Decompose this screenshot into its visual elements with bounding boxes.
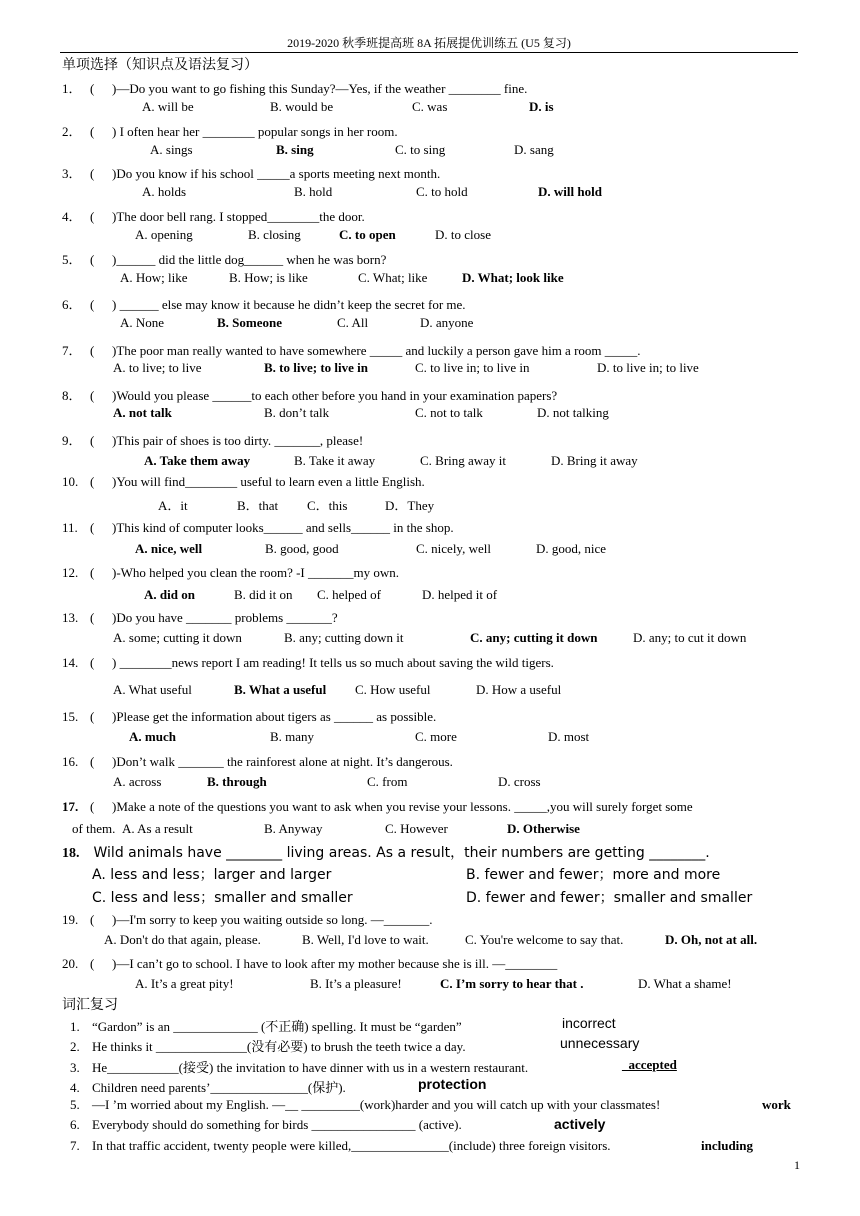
stem-text: )—I can’t go to school. I have to look after my mother because she is ill. —________ (112, 956, 558, 971)
vocab-answer: actively (554, 1116, 606, 1132)
stem-text: )—I'm sorry to keep you waiting outside so long. —_______. (112, 912, 433, 927)
answer-option: C. was (412, 99, 448, 114)
answer-option: C. less and less；smaller and smaller (92, 890, 353, 906)
answer-bracket: ( (90, 81, 95, 96)
vocab-number: 2. (70, 1039, 80, 1054)
vocab-item (70, 1077, 346, 1096)
answer-bracket: ( (90, 520, 95, 535)
answer-option: A. did on (144, 587, 195, 602)
answer-option: D. cross (498, 774, 541, 789)
answer-option: C. any; cutting it down (470, 630, 598, 645)
answer-option: D. Otherwise (507, 821, 580, 836)
answer-option: C. All (337, 315, 369, 330)
question-number: 16. (62, 754, 79, 769)
vocab-item (70, 1036, 466, 1055)
answer-option: B. Anyway (264, 821, 323, 836)
question-number: 20. (62, 956, 79, 971)
stem-text: )Do you know if his school _____a sports meeting next month. (112, 166, 441, 181)
answer-option: D. to close (435, 227, 491, 242)
answer-option: B. through (207, 774, 267, 789)
answer-option: B. don’t talk (264, 405, 330, 420)
question-number: 7． (62, 343, 82, 358)
question-stem (62, 956, 557, 972)
answer-option: D. anyone (420, 315, 474, 330)
question-stem (62, 842, 710, 862)
answer-option: B. sing (276, 142, 314, 157)
question-number: 10. (62, 474, 79, 489)
answer-option: C. helped of (317, 587, 381, 602)
vocab-number: 4. (70, 1080, 80, 1095)
answer-option: B. It’s a pleasure! (310, 976, 402, 991)
answer-bracket: ( (90, 209, 95, 224)
answer-bracket: ( (90, 388, 95, 403)
answer-option: C. You're welcome to say that. (465, 932, 624, 947)
answer-option: C. How useful (355, 682, 431, 697)
answer-option: B. many (270, 729, 315, 744)
answer-bracket: ( (90, 610, 95, 625)
answer-option: B. hold (294, 184, 333, 199)
answer-option: A. some; cutting it down (113, 630, 242, 645)
vocab-item (70, 1138, 611, 1154)
vocab-answer: including (701, 1138, 754, 1153)
stem-text: )This pair of shoes is too dirty. _______, please! (112, 433, 364, 448)
question-number: 6． (62, 297, 82, 312)
stem-text: ) I often hear her ________ popular songs in her room. (112, 124, 398, 139)
vocab-number: 1. (70, 1019, 80, 1034)
vocab-answer: protection (418, 1076, 487, 1092)
answer-option: D. Oh, not at all. (665, 932, 758, 947)
vocab-item (70, 1016, 462, 1035)
vocab-number: 3. (70, 1060, 80, 1075)
answer-bracket: ( (90, 474, 95, 489)
question-number: 17. (62, 799, 79, 814)
stem-text: )The door bell rang. I stopped________the door. (112, 209, 365, 224)
answer-option: C. I’m sorry to hear that . (440, 976, 584, 991)
question-stem (62, 78, 527, 97)
stem-text: ) ______ else may know it because he didn’t keep the secret for me. (112, 297, 466, 312)
answer-option: C. What; like (358, 270, 428, 285)
vocab-number: 6. (70, 1117, 80, 1132)
question-number: 2． (62, 124, 82, 139)
answer-option: A. How; like (120, 270, 188, 285)
answer-bracket: ( (90, 799, 95, 814)
answer-option: C. to open (339, 227, 396, 242)
stem-text: )Don’t walk _______ the rainforest alone at night. It’s dangerous. (112, 754, 453, 769)
question-stem (62, 249, 386, 268)
answer-option: B. Take it away (294, 453, 376, 468)
answer-option: D. What a shame! (638, 976, 732, 991)
answer-option: A. less and less；larger and larger (92, 867, 332, 883)
question-number: 12. (62, 565, 79, 580)
answer-option: A. Don't do that again, please. (104, 932, 261, 947)
answer-bracket: ( (90, 709, 95, 724)
question-stem (62, 655, 554, 671)
answer-option: C. nicely, well (416, 541, 491, 556)
vocab-number: 5. (70, 1097, 80, 1112)
stem-text: )-Who helped you clean the room? -I _______my own. (112, 565, 400, 580)
question-number: 11. (62, 520, 78, 535)
page-number: 1 (794, 1158, 800, 1172)
question-stem (62, 754, 453, 770)
answer-option: B. Well, I'd love to wait. (302, 932, 429, 947)
stem-text: )The poor man really wanted to have somewhere _____ and luckily a person gave him a room _____. (112, 343, 641, 358)
answer-option: D. What; look like (462, 270, 564, 285)
answer-option: A. nice, well (135, 541, 203, 556)
answer-option: A. sings (150, 142, 193, 157)
question-stem (62, 912, 432, 928)
question-number: 19. (62, 912, 79, 927)
answer-option: C. from (367, 774, 408, 789)
answer-option: B. did it on (234, 587, 293, 602)
answer-bracket: ( (90, 297, 95, 312)
vocab-answer: unnecessary (560, 1035, 640, 1051)
answer-bracket: ( (90, 912, 95, 927)
answer-option: D. How a useful (476, 682, 562, 697)
answer-bracket: ( (90, 655, 95, 670)
vocab-number: 7. (70, 1138, 80, 1153)
stem-text: Wild animals have ________ living areas. As a result，their numbers are getting ________. (93, 845, 710, 861)
answer-bracket: ( (90, 754, 95, 769)
answer-option: B. Someone (217, 315, 282, 330)
answer-option: B. any; cutting down it (284, 630, 404, 645)
answer-option: C. However (385, 821, 448, 836)
answer-bracket: ( (90, 252, 95, 267)
answer-option: D. sang (514, 142, 554, 157)
question-number: 4． (62, 209, 82, 224)
question-stem (62, 565, 399, 581)
answer-option: A. As a result (122, 821, 193, 836)
answer-option: B. What a useful (234, 682, 327, 697)
answer-option: B. would be (270, 99, 334, 114)
answer-option: D．They (385, 498, 435, 513)
answer-option: D. helped it of (422, 587, 498, 602)
answer-option: A. What useful (113, 682, 192, 697)
answer-option: A. across (113, 774, 162, 789)
question-number: 3． (62, 166, 82, 181)
question-number: 18. (62, 846, 80, 861)
vocab-text: “Gardon” is an _____________ (不正确) spelling. It must be “garden” (92, 1019, 462, 1034)
answer-option: C. more (415, 729, 457, 744)
answer-option: D. to live in; to live (597, 360, 699, 375)
vocab-answer: incorrect (562, 1015, 616, 1031)
question-stem (62, 430, 363, 449)
question-stem (62, 385, 557, 404)
question-stem (62, 206, 365, 225)
answer-option: B. How; is like (229, 270, 308, 285)
question-stem (62, 474, 425, 490)
stem-text: )This kind of computer looks______ and sells______ in the shop. (112, 520, 454, 535)
answer-option: D. most (548, 729, 590, 744)
vocab-text: In that traffic accident, twenty people were killed,_______________(include) three foreign visitors. (92, 1138, 611, 1153)
vocab-item (70, 1097, 660, 1113)
answer-option: D. any; to cut it down (633, 630, 747, 645)
stem-text: )______ did the little dog______ when he was born? (112, 252, 387, 267)
question-stem (62, 520, 454, 536)
answer-bracket: ( (90, 956, 95, 971)
answer-option: A. Take them away (144, 453, 251, 468)
stem-text: )Make a note of the questions you want to ask when you revise your lessons. _____,you will surely forget some (112, 799, 693, 814)
answer-option: C. Bring away it (420, 453, 506, 468)
answer-option: A. much (129, 729, 176, 744)
section-title-choice: 单项选择（知识点及语法复习） (62, 58, 258, 73)
stem-text: )Please get the information about tigers as ______ as possible. (112, 709, 437, 724)
answer-bracket: ( (90, 124, 95, 139)
question-number: 8． (62, 388, 82, 403)
vocab-text: He___________(接受) the invitation to have dinner with us in a western restaurant. (92, 1060, 529, 1075)
answer-option: B. to live; to live in (264, 360, 368, 375)
stem-text: ) ________news report I am reading! It tells us so much about saving the wild tigers. (112, 655, 554, 670)
section-title-vocab: 词汇复习 (62, 998, 118, 1013)
question-number: 15. (62, 709, 79, 724)
vocab-item (70, 1057, 528, 1076)
question-number: 5． (62, 252, 82, 267)
question-number: 14. (62, 655, 79, 670)
answer-option: C. to sing (395, 142, 446, 157)
question-stem (62, 121, 398, 140)
question-number: 9． (62, 433, 82, 448)
vocab-text: —I ’m worried about my English. —__ _________(work)harder and you will catch up with your classmates! (92, 1097, 661, 1112)
answer-option: B. good, good (265, 541, 339, 556)
answer-option: A．it (158, 498, 188, 513)
question-number: 13. (62, 610, 79, 625)
answer-option: D. not talking (537, 405, 609, 420)
vocab-answer: _accepted (622, 1057, 677, 1072)
answer-option: D. is (529, 99, 554, 114)
question-stem (62, 163, 440, 182)
question-stem (62, 709, 436, 725)
answer-option: D. good, nice (536, 541, 607, 556)
stem-text: )Would you please ______to each other before you hand in your examination papers? (112, 388, 558, 403)
answer-bracket: ( (90, 343, 95, 358)
page-header: 2019-2020 秋季班提高班 8A 拓展提优训练五 (U5 复习) (60, 34, 798, 53)
answer-option: A. not talk (113, 405, 172, 420)
question-stem (62, 340, 641, 359)
question-stem (62, 610, 338, 626)
answer-option: A. It’s a great pity! (135, 976, 234, 991)
vocab-text: Everybody should do something for birds ________________ (active). (92, 1117, 462, 1132)
answer-option: A. to live; to live (113, 360, 202, 375)
answer-option: C. to live in; to live in (415, 360, 530, 375)
answer-option: A. holds (142, 184, 187, 199)
answer-option: D. will hold (538, 184, 602, 199)
answer-option: A. will be (142, 99, 194, 114)
answer-option: B. closing (248, 227, 301, 242)
answer-bracket: ( (90, 166, 95, 181)
answer-bracket: ( (90, 433, 95, 448)
answer-option: C．this (307, 498, 348, 513)
answer-option: B. fewer and fewer；more and more (466, 867, 721, 883)
answer-option: C. not to talk (415, 405, 483, 420)
answer-option: A. None (120, 315, 165, 330)
answer-option: D. Bring it away (551, 453, 638, 468)
question-stem (62, 799, 693, 815)
stem-text: )—Do you want to go fishing this Sunday?—Yes, if the weather ________ fine. (112, 81, 528, 96)
vocab-text: He thinks it ______________(没有必要) to brush the teeth twice a day. (92, 1039, 466, 1054)
question-number: 1． (62, 81, 82, 96)
answer-option: C. to hold (416, 184, 468, 199)
stem-text: )You will find________ useful to learn even a little English. (112, 474, 425, 489)
question-stem (62, 294, 466, 313)
answer-option: D. fewer and fewer；smaller and smaller (466, 890, 753, 906)
stem-continuation: of them. (72, 821, 116, 836)
vocab-text: Children need parents’_______________(保护). (92, 1080, 346, 1095)
answer-option: A. opening (135, 227, 193, 242)
vocab-answer: work (762, 1097, 791, 1112)
stem-text: )Do you have _______ problems _______? (112, 610, 338, 625)
answer-bracket: ( (90, 565, 95, 580)
vocab-item (70, 1117, 462, 1133)
answer-option: B．that (237, 498, 279, 513)
